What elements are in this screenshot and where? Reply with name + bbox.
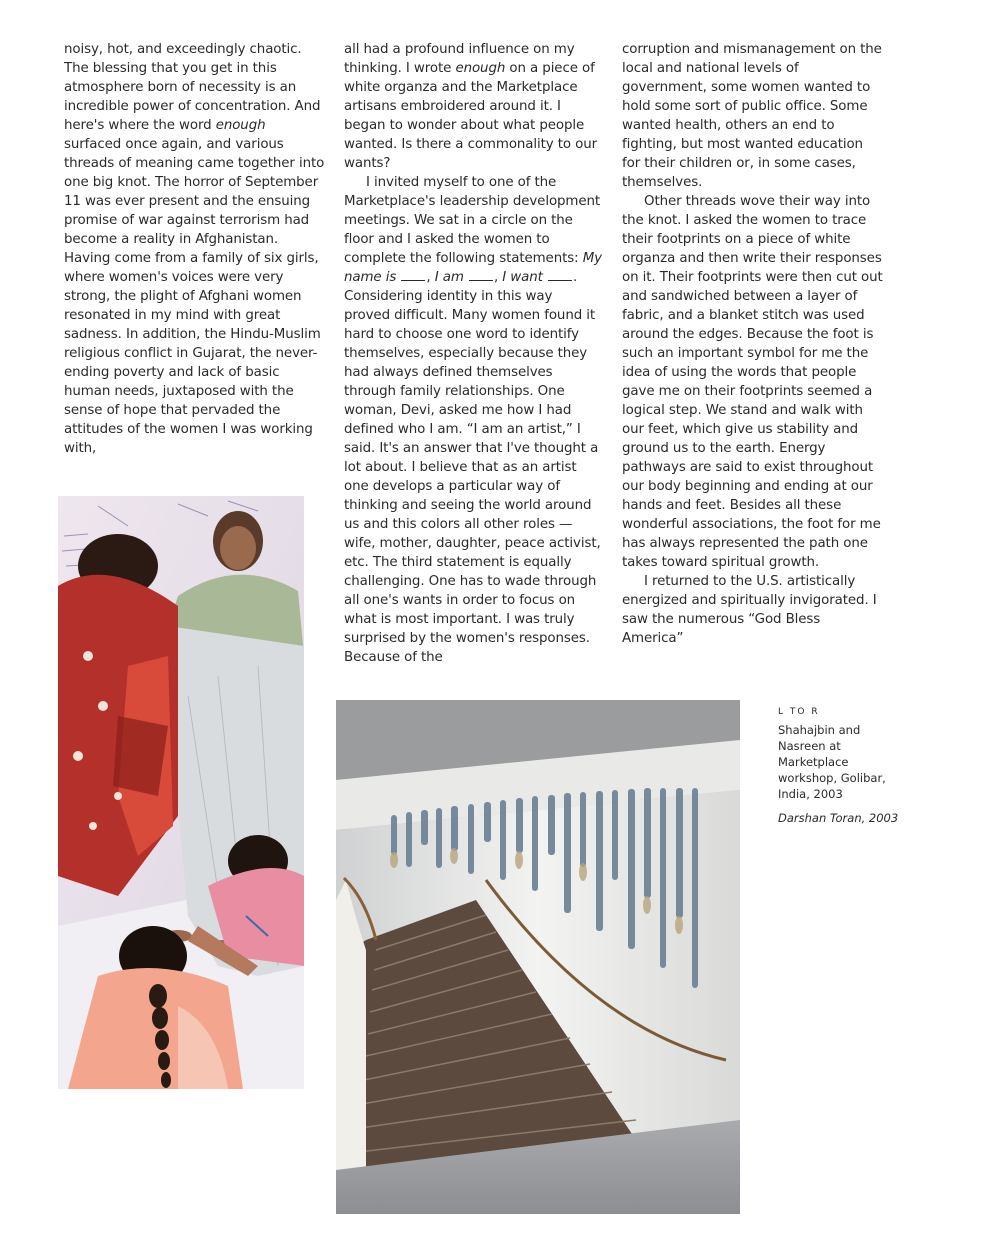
paragraph: corruption and mismanagement on the local and national levels of government, some women wanted to hold some sort of public office. Some wanted health, others an end to fighting, but most wanted education for their children or, in some cases, themselves.: [622, 42, 882, 190]
emphasis: My name is: [344, 251, 602, 285]
blank-line: [548, 268, 572, 281]
installation-photo-illustration: [336, 700, 740, 1214]
text-run: all had a profound influence on my thinking. I wrote: [344, 42, 575, 76]
installation-photo: [336, 700, 740, 1214]
paragraph: [344, 40, 602, 173]
blank-line: [401, 268, 425, 281]
text-run: . Considering identity in this way proved difficult. Many women found it hard to choose one word to identify themselves, especially because they had always defined themselves through family relationships. One woman, Devi, asked me how I had defined who I am. “I am an artist,” I said. It's an answer that I've thought a lot about. I believe that as an artist one develops a particular way of thinking and seeing the world around us and this colors all other roles — wife, mother, daughter, peace activist, etc. The third statement is equally challenging. One has to wade through all one's wants in order to focus on what is most important. I was truly surprised by the women's responses. Because of the: [344, 270, 601, 665]
emphasis: enough: [455, 61, 506, 76]
text-column-1: [64, 40, 326, 458]
emphasis: I am: [434, 270, 464, 285]
caption-text: Shahajbin and Nasreen at Marketplace workshop, Golibar, India, 2003: [778, 723, 886, 801]
caption-year: , 2003: [861, 811, 899, 825]
paragraph: I returned to the U.S. artistically energized and spiritually invigorated. I saw the numerous “God Bless America”: [622, 574, 877, 646]
workshop-photo: [58, 496, 304, 1089]
text-run: I invited myself to one of the Marketplace's leadership development meetings. We sat in a circle on the floor and I asked the women to complete the following statements:: [344, 175, 601, 266]
paragraph: I invited myself to one of the Marketplace's leadership development meetings. We sat in a circle on the floor and I asked the women to complete the following statements: My name is , I am , I want . Considering identity in this way proved difficult. Many women found it hard to choose one word to identify themselves, especially because they had always defined themselves through family relationships. One woman, Devi, asked me how I had defined who I am. “I am an artist,” I said. It's an answer that I've thought a lot about. I believe that as an artist one develops a particular way of thinking and seeing the world around us and this colors all other roles — wife, mother, daughter, peace activist, etc. The third statement is equally challenging. One has to wade through all one's wants in order to focus on what is most important. I was truly surprised by the women's responses. Because of the: [344, 175, 602, 665]
text-run: on a piece of white organza and the Marketplace artisans embroidered around it. I began to wonder about what people wanted. Is there a commonality to our wants?: [344, 61, 598, 171]
blank-line: [469, 268, 493, 281]
caption-label: L TO R: [778, 707, 820, 717]
emphasis: enough: [215, 118, 266, 133]
text-run: noisy, hot, and exceedingly chaotic. The blessing that you get in this atmosphere born of necessity is an incredible power of concentration. And here's where the word: [64, 42, 321, 133]
caption-work-title: Darshan Toran: [778, 811, 862, 825]
paragraph: Other threads wove their way into the knot. I asked the women to trace their footprints on a piece of white organza and then write their responses on it. Their footprints were then cut out and sandwiched between a layer of fabric, and a blanket stitch was used around the edges. Because the foot is such an important symbol for me the idea of using the words that people gave me on their footprints seemed a logical step. We stand and walk with our feet, which give us stability and ground us to the earth. Energy pathways are said to exist throughout our body beginning and ending at our hands and feet. Besides all these wonderful associations, the foot for me has always represented the path one takes toward spiritual growth.: [622, 194, 883, 570]
photo-caption: [778, 704, 908, 826]
text-run: surfaced once again, and various threads of meaning came together into one big knot. The horror of September 11 was ever present and the ensuing promise of war against terrorism had become a reality in Afghanistan. Having come from a family of six girls, where women's voices were very strong, the plight of Afghani women resonated in my mind with great sadness. In addition, the Hindu-Muslim religious conflict in Gujarat, the never-ending poverty and lack of basic human needs, juxtaposed with the sense of hope that pervaded the attitudes of the women I was working with,: [64, 137, 325, 456]
paragraph: [64, 40, 326, 458]
text-column-3: [622, 40, 884, 648]
caption-credit: [778, 810, 908, 826]
emphasis: I want: [502, 270, 543, 285]
text-column-2: [344, 40, 602, 667]
workshop-photo-illustration: [58, 496, 304, 1089]
